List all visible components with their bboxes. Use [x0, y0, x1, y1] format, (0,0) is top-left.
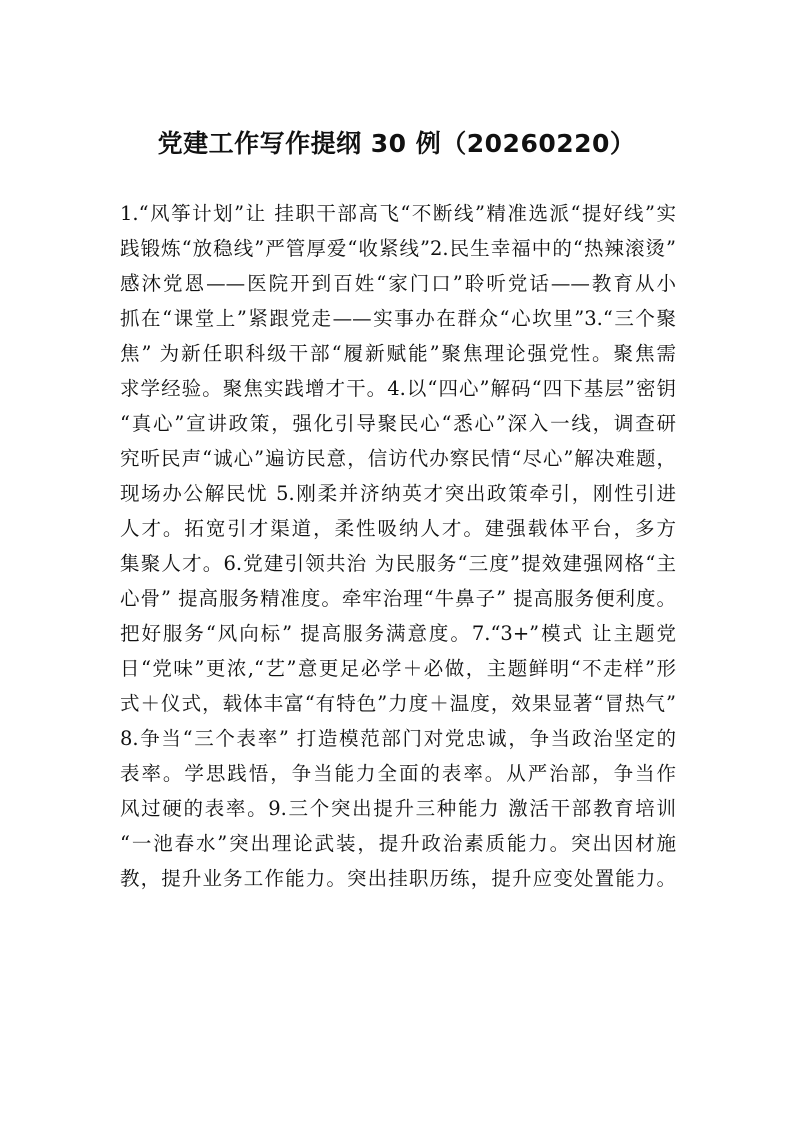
- body-line: “一池春水”突出理论武装，提升政治素质能力。突出因材施: [120, 832, 676, 855]
- body-line: 践锻炼“放稳线”严管厚爱“收紧线”2.民生幸福中的“热辣滚烫”: [120, 237, 676, 260]
- body-line: 求学经验。聚焦实践增才干。4.以“四心”解码“四下基层”密钥: [120, 377, 676, 400]
- body-line: 1.“风筝计划”让 挂职干部高飞“不断线”精准选派“提好线”实: [120, 202, 676, 225]
- body-line: 8.争当“三个表率” 打造模范部门对党忠诚，争当政治坚定的: [120, 727, 676, 750]
- body-line: 究听民声“诚心”遍访民意，信访代办察民情“尽心”解决难题，: [120, 447, 676, 470]
- body-line: 现场办公解民忧 5.刚柔并济纳英才突出政策牵引，刚性引进: [120, 482, 676, 505]
- body-line: 人才。拓宽引才渠道，柔性吸纳人才。建强载体平台，多方: [120, 517, 676, 540]
- body-line: 心骨” 提高服务精准度。牵牢治理“牛鼻子” 提高服务便利度。: [120, 587, 676, 610]
- document-body: [120, 196, 676, 896]
- body-line: 集聚人才。6.党建引领共治 为民服务“三度”提效建强网格“主: [120, 552, 676, 575]
- document-title: 党建工作写作提纲 30 例（20260220）: [157, 129, 636, 158]
- body-line: 感沐党恩——医院开到百姓“家门口”聆听党话——教育从小: [120, 272, 676, 295]
- body-line: 焦” 为新任职科级干部“履新赋能”聚焦理论强党性。聚焦需: [120, 342, 676, 365]
- body-line: 把好服务“风向标” 提高服务满意度。7.“3+”模式 让主题党: [120, 622, 676, 645]
- body-line: 教，提升业务工作能力。突出挂职历练，提升应变处置能力。: [120, 867, 676, 890]
- body-line: 日“党味”更浓,“艺”意更足必学＋必做，主题鲜明“不走样”形: [120, 657, 676, 680]
- body-line: 风过硬的表率。9.三个突出提升三种能力 激活干部教育培训: [120, 797, 676, 820]
- body-line: 抓在“课堂上”紧跟党走——实事办在群众“心坎里”3.“三个聚: [120, 307, 676, 330]
- body-line: “真心”宣讲政策，强化引导聚民心“悉心”深入一线，调查研: [120, 412, 676, 435]
- body-line: 式＋仪式，载体丰富“有特色”力度＋温度，效果显著“冒热气”: [120, 692, 676, 715]
- body-line: 表率。学思践悟，争当能力全面的表率。从严治部，争当作: [120, 762, 676, 785]
